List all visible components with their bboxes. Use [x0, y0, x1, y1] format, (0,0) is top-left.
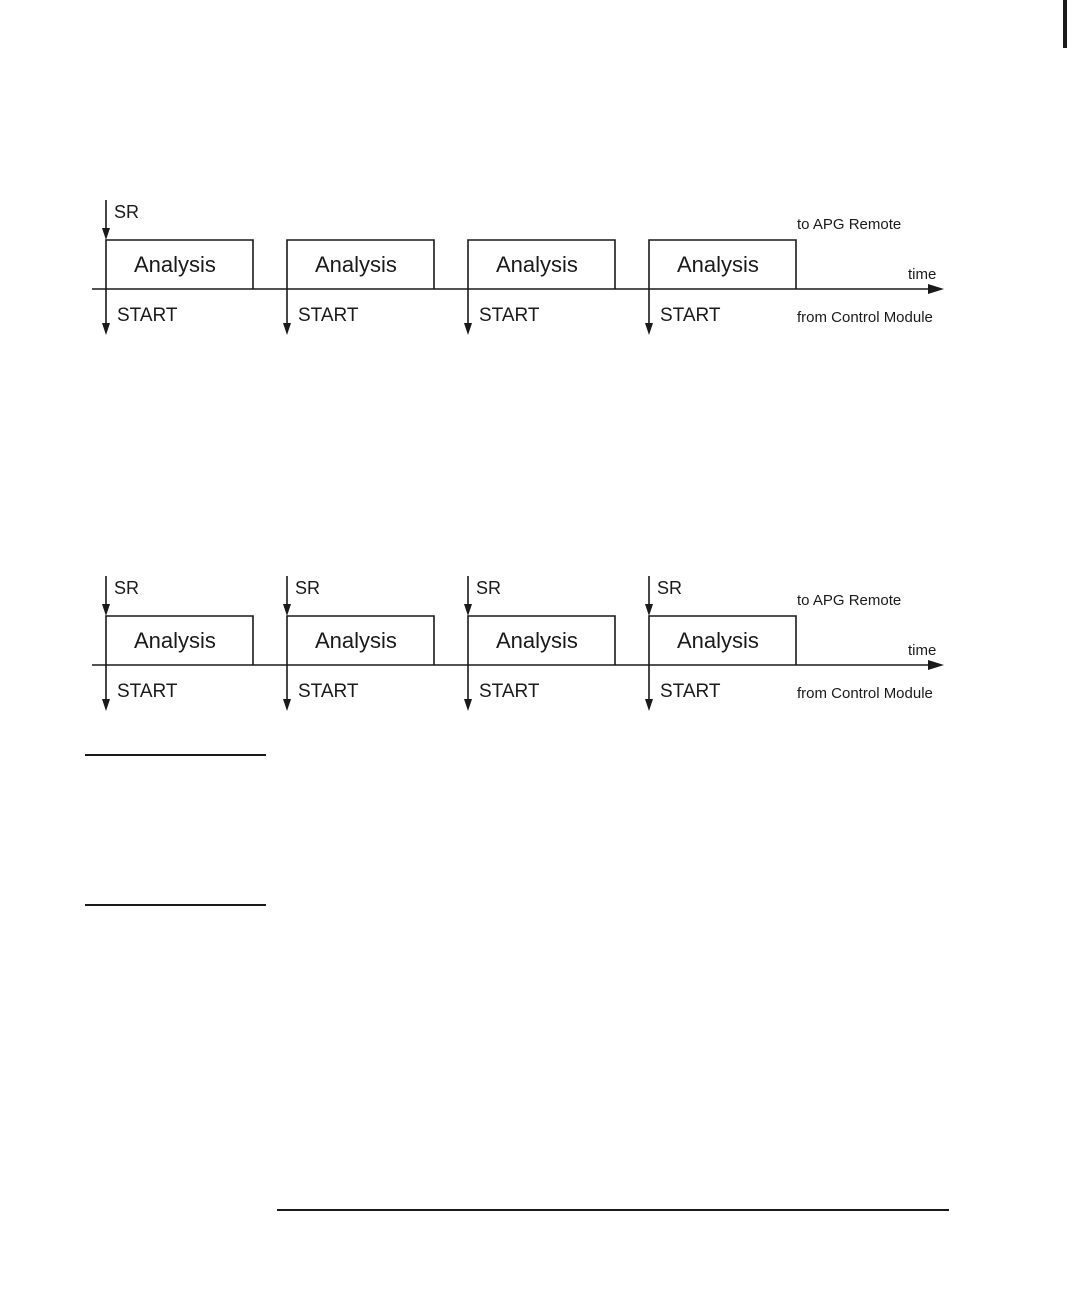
- time-axis-arrowhead: [928, 660, 944, 670]
- analysis-label: Analysis: [677, 252, 759, 277]
- sr-label: SR: [295, 578, 321, 598]
- from-control-module-label: from Control Module: [797, 685, 933, 702]
- start-arrow-head: [102, 699, 110, 711]
- timing-diagram-sr-each-run: [0, 566, 1080, 726]
- sr-arrow-head: [102, 604, 110, 616]
- start-arrow-head: [645, 699, 653, 711]
- analysis-label: Analysis: [134, 252, 216, 277]
- start-arrow-head: [102, 323, 110, 335]
- start-label: START: [298, 681, 359, 702]
- sr-label: SR: [114, 202, 140, 222]
- timing-diagram-svg: [0, 190, 1080, 350]
- start-label: START: [298, 305, 359, 326]
- time-label: time: [908, 266, 937, 283]
- start-arrow-head: [464, 699, 472, 711]
- start-label: START: [117, 681, 178, 702]
- start-label: START: [117, 305, 178, 326]
- footer-rule: [277, 1209, 949, 1211]
- start-arrow-head: [645, 323, 653, 335]
- sr-arrow-head: [645, 604, 653, 616]
- start-arrow-head: [464, 323, 472, 335]
- timing-diagram-single-sr: [0, 190, 1080, 350]
- analysis-label: Analysis: [315, 252, 397, 277]
- start-label: START: [660, 681, 721, 702]
- sr-arrow-head: [283, 604, 291, 616]
- note-rule-bottom: [85, 904, 266, 906]
- sr-label: SR: [476, 578, 502, 598]
- analysis-label: Analysis: [677, 628, 759, 653]
- to-apg-remote-label: to APG Remote: [797, 592, 902, 609]
- sr-label: SR: [657, 578, 683, 598]
- analysis-label: Analysis: [134, 628, 216, 653]
- analysis-label: Analysis: [315, 628, 397, 653]
- time-axis-arrowhead: [928, 284, 944, 294]
- start-arrow-head: [283, 699, 291, 711]
- page-edge-marker: [1063, 0, 1067, 48]
- note-rule-top: [85, 754, 266, 756]
- start-arrow-head: [283, 323, 291, 335]
- analysis-label: Analysis: [496, 628, 578, 653]
- sr-arrow-head: [464, 604, 472, 616]
- sr-label: SR: [114, 578, 140, 598]
- time-label: time: [908, 642, 937, 659]
- start-label: START: [479, 305, 540, 326]
- analysis-label: Analysis: [496, 252, 578, 277]
- sr-arrow-head: [102, 228, 110, 240]
- start-label: START: [660, 305, 721, 326]
- start-label: START: [479, 681, 540, 702]
- to-apg-remote-label: to APG Remote: [797, 216, 902, 233]
- from-control-module-label: from Control Module: [797, 309, 933, 326]
- timing-diagram-svg: [0, 566, 1080, 726]
